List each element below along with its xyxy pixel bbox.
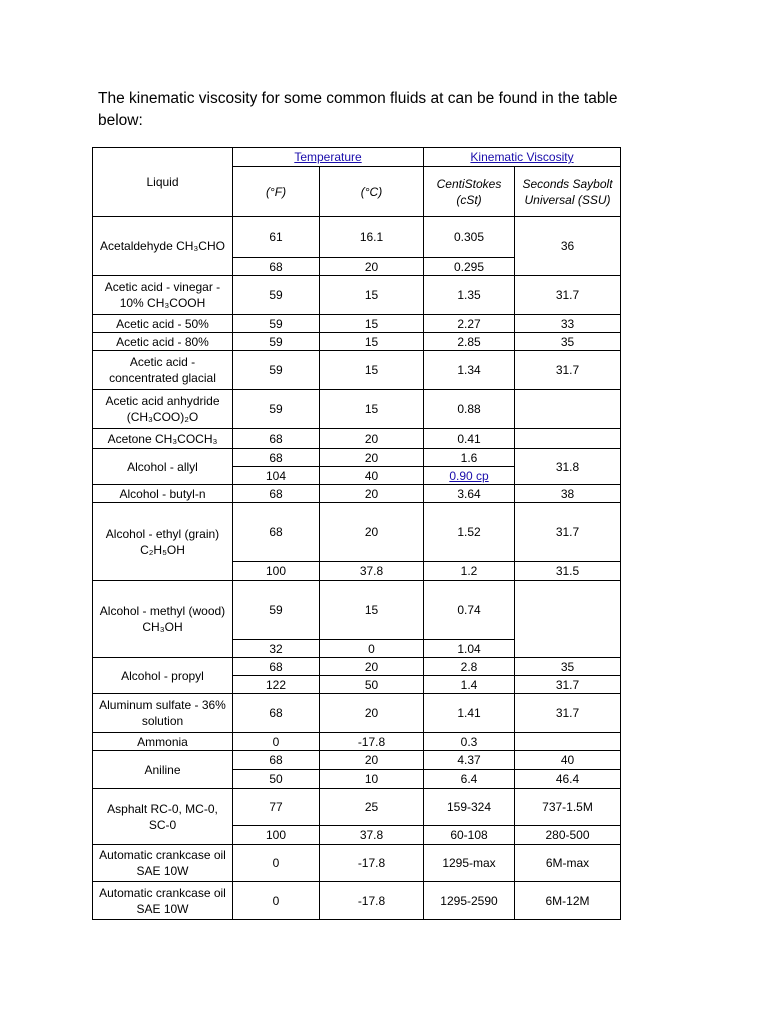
intro-text: The kinematic viscosity for some common fluids at can be found in the table below: [98,90,618,129]
cst-cell: 0.88 [424,390,515,429]
ssu-cell: 36 [515,217,621,276]
celsius-cell: -17.8 [320,882,424,920]
header-cst: CentiStokes (cSt) [424,167,515,217]
fahrenheit-cell: 68 [233,429,320,449]
cst-cell: 1.2 [424,562,515,581]
celsius-cell: 15 [320,276,424,315]
celsius-cell: 37.8 [320,826,424,845]
kinematic-viscosity-link[interactable]: Kinematic Viscosity [470,150,574,164]
table-row [93,390,621,429]
viscosity-table [92,147,621,920]
celsius-cell: 16.1 [320,217,424,258]
celsius-cell: 37.8 [320,562,424,581]
liquid-cell: Ammonia [93,733,233,751]
ssu-cell: 31.7 [515,503,621,562]
fahrenheit-cell: 59 [233,276,320,315]
celsius-cell: 20 [320,449,424,467]
fahrenheit-cell: 122 [233,676,320,694]
cst-cell: 1295-max [424,845,515,882]
fahrenheit-cell: 100 [233,826,320,845]
celsius-cell: 15 [320,333,424,351]
ssu-cell: 31.7 [515,276,621,315]
header-row [93,148,621,167]
liquid-cell: Automatic crankcase oil SAE 10W [93,845,233,882]
celsius-cell: -17.8 [320,733,424,751]
ssu-cell: 33 [515,315,621,333]
liquid-cell: Alcohol - allyl [93,449,233,485]
cst-cell: 2.85 [424,333,515,351]
celsius-cell: 50 [320,676,424,694]
celsius-cell: 15 [320,581,424,640]
fahrenheit-cell: 77 [233,789,320,826]
table-row [93,217,621,258]
cst-cell: 0.74 [424,581,515,640]
header-temperature[interactable] [233,148,424,167]
table-row [93,429,621,449]
celsius-cell: 0 [320,640,424,658]
fahrenheit-cell: 59 [233,351,320,390]
temperature-link[interactable]: Temperature [294,150,362,164]
table-row [93,351,621,390]
celsius-cell: 15 [320,351,424,390]
celsius-cell: 20 [320,694,424,733]
cst-cell: 1.41 [424,694,515,733]
celsius-cell: 20 [320,751,424,770]
table-row [93,276,621,315]
cst-cell: 159-324 [424,789,515,826]
fahrenheit-cell: 68 [233,258,320,276]
cst-cell: 1295-2590 [424,882,515,920]
fahrenheit-cell: 50 [233,770,320,789]
fahrenheit-cell: 68 [233,658,320,676]
table-row [93,694,621,733]
fahrenheit-cell: 68 [233,449,320,467]
table-row [93,789,621,826]
cst-cell: 60-108 [424,826,515,845]
ssu-cell: 31.7 [515,694,621,733]
table-row [93,751,621,770]
ssu-cell: 40 [515,751,621,770]
liquid-cell: Acetic acid - 50% [93,315,233,333]
cst-cell[interactable] [424,467,515,485]
table-row [93,581,621,640]
fahrenheit-cell: 68 [233,485,320,503]
table-row [93,503,621,562]
liquid-cell: Alcohol - butyl-n [93,485,233,503]
celsius-cell: 25 [320,789,424,826]
ssu-cell: 31.7 [515,351,621,390]
liquid-cell: Acetic acid - concentrated glacial [93,351,233,390]
ssu-cell: 35 [515,658,621,676]
liquid-cell: Aniline [93,751,233,789]
cst-cell: 6.4 [424,770,515,789]
ssu-cell: 6M-max [515,845,621,882]
cst-cell: 1.6 [424,449,515,467]
ssu-cell: 31.5 [515,562,621,581]
ssu-cell: 35 [515,333,621,351]
fahrenheit-cell: 59 [233,390,320,429]
liquid-cell: Asphalt RC-0, MC-0, SC-0 [93,789,233,845]
table-row [93,733,621,751]
ssu-cell: 46.4 [515,770,621,789]
ssu-cell [515,390,621,429]
cst-link[interactable]: 0.90 cp [449,468,489,483]
fahrenheit-cell: 32 [233,640,320,658]
cst-cell: 1.34 [424,351,515,390]
celsius-cell: 20 [320,485,424,503]
ssu-cell: 31.7 [515,676,621,694]
ssu-cell [515,581,621,658]
header-liquid: Liquid [93,148,233,217]
cst-cell: 1.35 [424,276,515,315]
fahrenheit-cell: 59 [233,333,320,351]
header-fahrenheit: (°F) [233,167,320,217]
cst-cell: 2.27 [424,315,515,333]
cst-cell: 1.52 [424,503,515,562]
ssu-cell [515,429,621,449]
ssu-cell: 280-500 [515,826,621,845]
liquid-cell: Automatic crankcase oil SAE 10W [93,882,233,920]
table-row [93,845,621,882]
liquid-cell: Acetic acid - 80% [93,333,233,351]
ssu-cell: 38 [515,485,621,503]
cst-cell: 0.295 [424,258,515,276]
liquid-cell: Acetone CH₃COCH₃ [93,429,233,449]
celsius-cell: 20 [320,503,424,562]
celsius-cell: 40 [320,467,424,485]
cst-cell: 1.4 [424,676,515,694]
liquid-cell: Acetic acid anhydride (CH₃COO)₂O [93,390,233,429]
ssu-cell: 6M-12M [515,882,621,920]
fahrenheit-cell: 68 [233,751,320,770]
fahrenheit-cell: 100 [233,562,320,581]
ssu-cell [515,733,621,751]
table-row [93,485,621,503]
header-kinematic-viscosity[interactable] [424,148,621,167]
fahrenheit-cell: 0 [233,882,320,920]
celsius-cell: -17.8 [320,845,424,882]
celsius-cell: 10 [320,770,424,789]
table-row [93,658,621,676]
header-celsius: (°C) [320,167,424,217]
table-row [93,315,621,333]
celsius-cell: 15 [320,315,424,333]
fahrenheit-cell: 0 [233,733,320,751]
cst-cell: 4.37 [424,751,515,770]
table-row [93,449,621,467]
cst-cell: 0.41 [424,429,515,449]
table-row [93,333,621,351]
fahrenheit-cell: 61 [233,217,320,258]
cst-cell: 2.8 [424,658,515,676]
liquid-cell: Aluminum sulfate - 36% solution [93,694,233,733]
table-row [93,882,621,920]
cst-cell: 0.305 [424,217,515,258]
fahrenheit-cell: 104 [233,467,320,485]
celsius-cell: 20 [320,658,424,676]
liquid-cell: Alcohol - propyl [93,658,233,694]
liquid-cell: Acetaldehyde CH₃CHO [93,217,233,276]
header-ssu: Seconds Saybolt Universal (SSU) [515,167,621,217]
cst-cell: 0.3 [424,733,515,751]
fahrenheit-cell: 59 [233,315,320,333]
fahrenheit-cell: 68 [233,694,320,733]
ssu-cell: 737-1.5M [515,789,621,826]
liquid-cell: Alcohol - ethyl (grain) C₂H₅OH [93,503,233,581]
fahrenheit-cell: 0 [233,845,320,882]
cst-cell: 3.64 [424,485,515,503]
ssu-cell: 31.8 [515,449,621,485]
celsius-cell: 20 [320,429,424,449]
liquid-cell: Alcohol - methyl (wood) CH₃OH [93,581,233,658]
celsius-cell: 15 [320,390,424,429]
liquid-cell: Acetic acid - vinegar - 10% CH₃COOH [93,276,233,315]
fahrenheit-cell: 59 [233,581,320,640]
cst-cell: 1.04 [424,640,515,658]
fahrenheit-cell: 68 [233,503,320,562]
celsius-cell: 20 [320,258,424,276]
